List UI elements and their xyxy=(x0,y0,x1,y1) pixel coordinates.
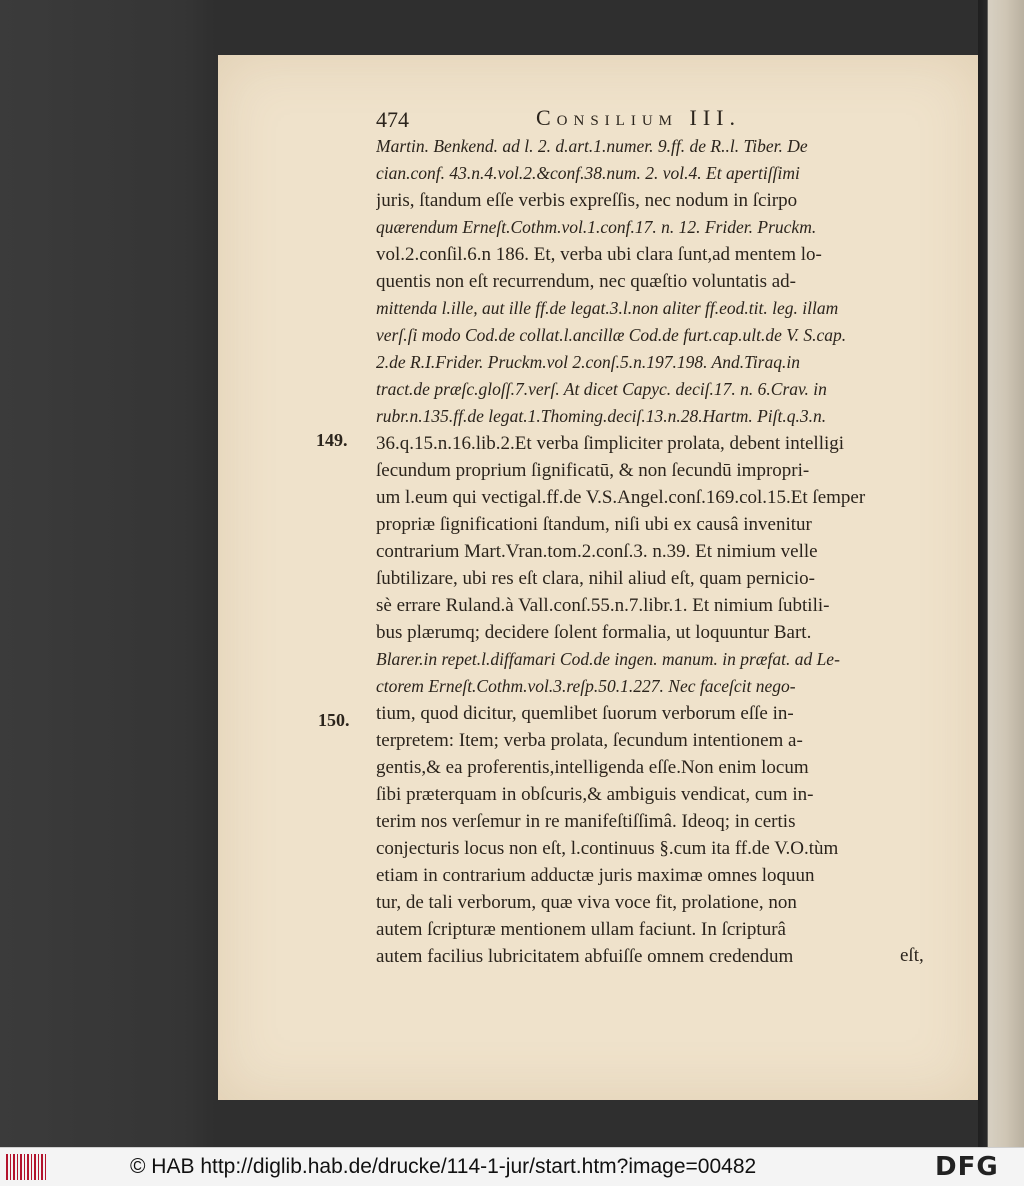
marginal-number-149: 149. xyxy=(316,430,348,450)
footer-bar xyxy=(0,1147,1024,1186)
text-line: rubr.n.135.ff.de legat.1.Thoming.deciſ.13.n.28.Hartm. Piſt.q.3.n. xyxy=(376,406,827,426)
text-line: autem facilius lubricitatem abfuiſſe omnem credendum xyxy=(376,946,794,967)
text-line: mittenda l.ille, aut ille ff.de legat.3.l.non aliter ff.eod.tit. leg. illam xyxy=(376,298,839,318)
text-line: verſ.ſi modo Cod.de collat.l.ancillæ Cod.de furt.cap.ult.de V. S.cap. xyxy=(376,325,847,345)
text-line: 36.q.15.n.16.lib.2.Et verba ſimpliciter prolata, debent intelligi xyxy=(376,433,845,454)
text-line: ſecundum proprium ſignificatū, & non ſecundū impropri- xyxy=(376,460,810,481)
text-line: gentis,& ea proferentis,intelligenda eſſe.Non enim locum xyxy=(376,757,809,778)
text-line: ſubtilizare, ubi res eſt clara, nihil aliud eſt, quam pernicio- xyxy=(376,568,815,589)
text-line: ſibi præterquam in obſcuris,& ambiguis vendicat, cum in- xyxy=(376,784,814,805)
text-line: tium, quod dicitur, quemlibet ſuorum verborum eſſe in- xyxy=(376,703,794,724)
page-number: 474 xyxy=(376,107,409,132)
text-line: bus plærumq; decidere ſolent formalia, ut loquuntur Bart. xyxy=(376,622,812,643)
text-line: sè errare Ruland.à Vall.conſ.55.n.7.libr.1. Et nimium ſubtili- xyxy=(376,595,830,616)
barcode-icon xyxy=(6,1154,48,1180)
text-line: contrarium Mart.Vran.tom.2.conſ.3. n.39. Et nimium velle xyxy=(376,541,818,562)
text-line: juris, ſtandum eſſe verbis expreſſis, nec nodum in ſcirpo xyxy=(376,190,798,211)
copyright-link[interactable]: © HAB http://diglib.hab.de/drucke/114-1-jur/start.htm?image=00482 xyxy=(130,1155,757,1178)
text-line: Martin. Benkend. ad l. 2. d.art.1.numer. 9.ff. de R..l. Tiber. De xyxy=(376,136,808,156)
text-line: cian.conf. 43.n.4.vol.2.&conf.38.num. 2. vol.4. Et apertiſſimi xyxy=(376,163,800,183)
text-line: vol.2.conſil.6.n 186. Et, verba ubi clara ſunt,ad mentem lo- xyxy=(376,244,822,265)
text-line: Blarer.in repet.l.diffamari Cod.de ingen. manum. in præfat. ad Le- xyxy=(376,649,840,669)
text-line: conjecturis locus non eſt, l.continuus §.cum ita ff.de V.O.tùm xyxy=(376,838,839,859)
text-line: um l.eum qui vectigal.ff.de V.S.Angel.conſ.169.col.15.Et ſemper xyxy=(376,487,866,508)
dfg-logo: DFG xyxy=(935,1152,999,1182)
text-block xyxy=(376,133,942,970)
running-head-title: Consilium III. xyxy=(536,105,741,130)
running-head xyxy=(376,105,936,135)
book-page xyxy=(218,55,978,1100)
catchword: eſt, xyxy=(900,945,924,966)
text-line: tur, de tali verborum, quæ viva voce fit, prolatione, non xyxy=(376,892,797,913)
text-line: terim nos verſemur in re manifeſtiſſimâ. Ideoq; in certis xyxy=(376,811,796,832)
text-line: quærendum Erneſt.Cothm.vol.1.conf.17. n. 12. Frider. Pruckm. xyxy=(376,217,817,237)
text-line: terpretem: Item; verba prolata, ſecundum intentionem a- xyxy=(376,730,803,751)
marginal-number-150: 150. xyxy=(318,710,350,730)
text-line: autem ſcripturæ mentionem ullam faciunt. In ſcripturâ xyxy=(376,919,786,940)
text-line: quentis non eſt recurrendum, nec quæſtio voluntatis ad- xyxy=(376,271,797,292)
book-edge xyxy=(978,0,1024,1147)
text-line: propriæ ſignificationi ſtandum, niſi ubi ex causâ invenitur xyxy=(376,514,812,535)
text-line: etiam in contrarium adductæ juris maximæ omnes loquun xyxy=(376,865,815,886)
text-line: tract.de præſc.gloſſ.7.verſ. At dicet Capyc. deciſ.17. n. 6.Crav. in xyxy=(376,379,827,399)
text-line: ctorem Erneſt.Cothm.vol.3.reſp.50.1.227. Nec faceſcit nego- xyxy=(376,676,796,696)
text-line: 2.de R.I.Frider. Pruckm.vol 2.conſ.5.n.197.198. And.Tiraq.in xyxy=(376,352,801,372)
